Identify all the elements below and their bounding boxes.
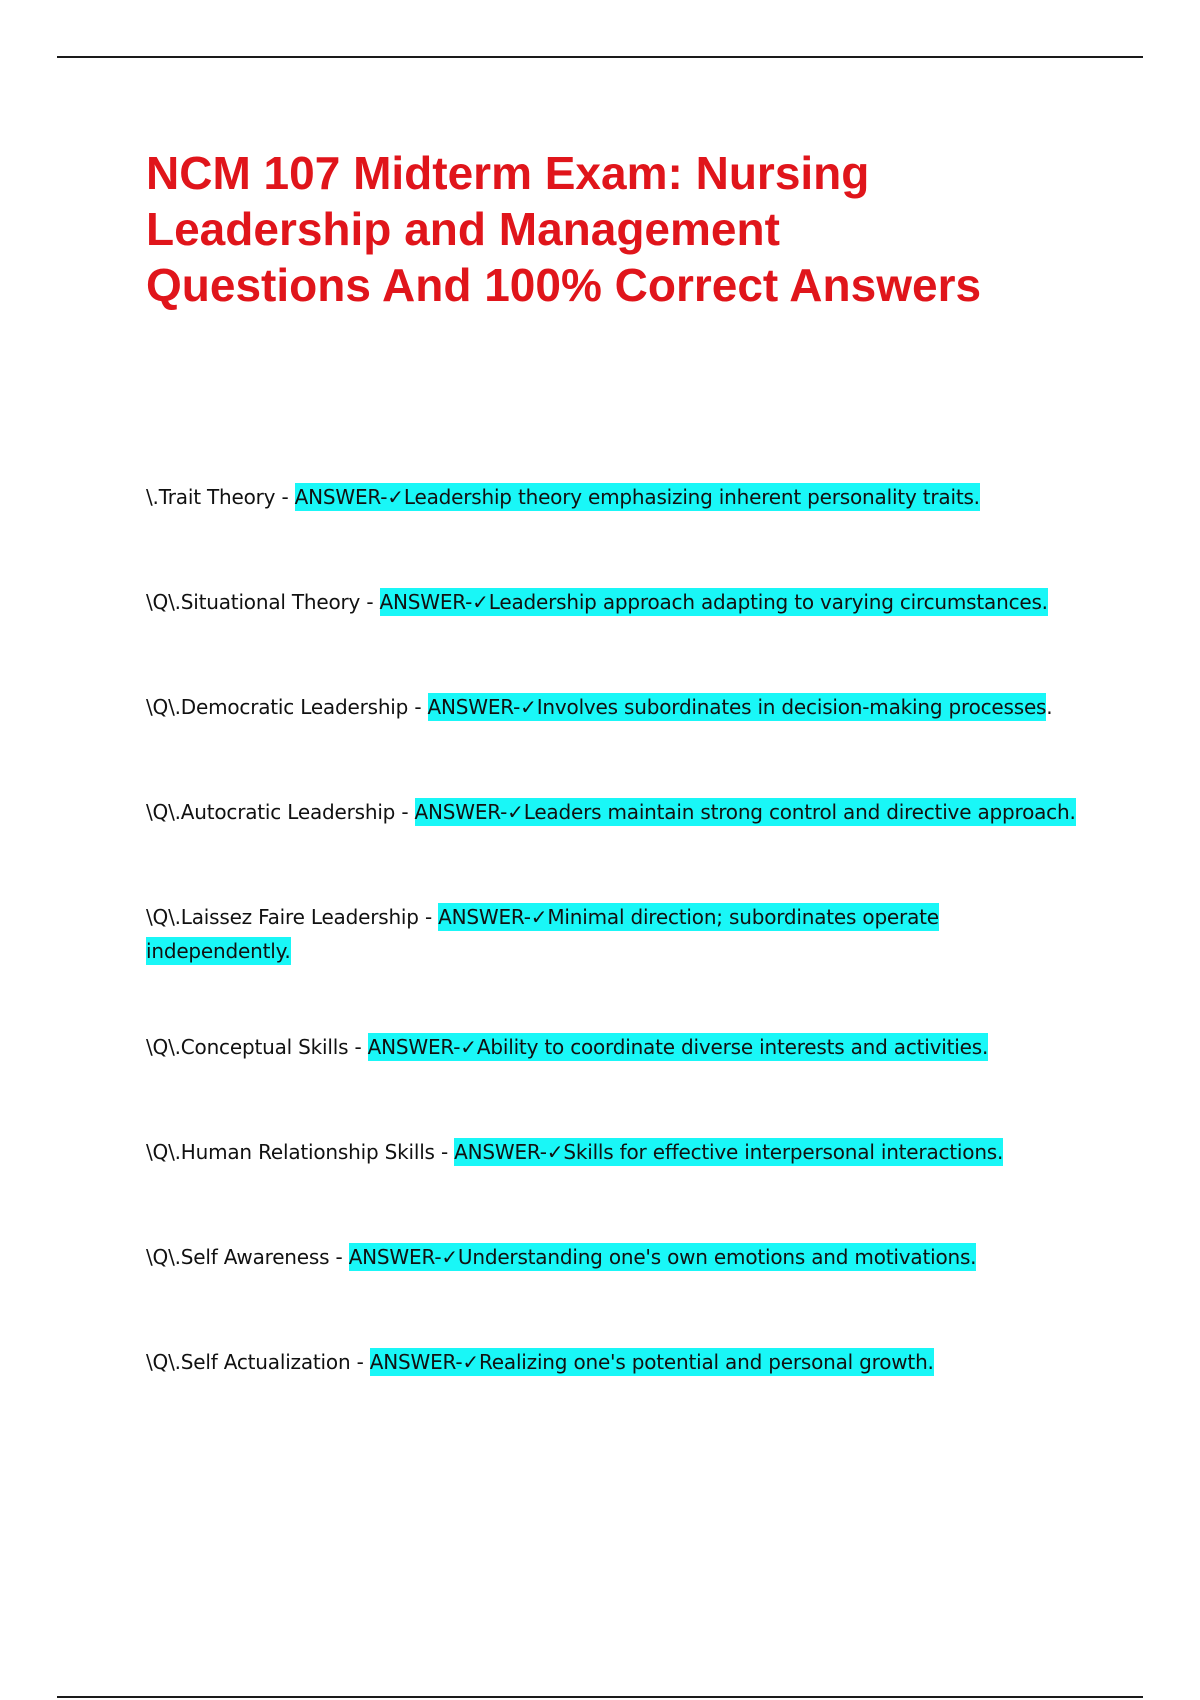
qa-item bbox=[146, 1345, 1106, 1379]
qa-question: \Q\.Laissez Faire Leadership - bbox=[146, 905, 439, 929]
qa-answer: ANSWER-✓Skills for effective interpersonal interactions. bbox=[454, 1140, 1004, 1164]
qa-question: \Q\.Situational Theory - bbox=[146, 590, 380, 614]
qa-item bbox=[146, 480, 1106, 514]
qa-question: \Q\.Conceptual Skills - bbox=[146, 1035, 368, 1059]
qa-answer: ANSWER-✓Understanding one's own emotions and motivations. bbox=[348, 1245, 977, 1269]
qa-answer: ANSWER-✓Realizing one's potential and personal growth. bbox=[369, 1350, 934, 1374]
qa-answer: ANSWER-✓Ability to coordinate diverse interests and activities. bbox=[367, 1035, 989, 1059]
qa-item bbox=[146, 585, 1106, 619]
top-rule bbox=[57, 56, 1143, 58]
qa-question: \Q\.Self Awareness - bbox=[146, 1245, 349, 1269]
document-title bbox=[146, 145, 1106, 313]
qa-answer: ANSWER-✓Involves subordinates in decision-making processes bbox=[427, 695, 1047, 719]
qa-answer: ANSWER-✓Leadership theory emphasizing inherent personality traits. bbox=[294, 485, 980, 509]
qa-answer: ANSWER-✓Leadership approach adapting to varying circumstances. bbox=[379, 590, 1048, 614]
qa-question: \.Trait Theory - bbox=[146, 485, 295, 509]
qa-list bbox=[146, 480, 1106, 1450]
qa-question: \Q\.Democratic Leadership - bbox=[146, 695, 428, 719]
title-line: NCM 107 Midterm Exam: Nursing bbox=[146, 147, 870, 199]
qa-item bbox=[146, 1030, 1106, 1064]
qa-question: \Q\.Autocratic Leadership - bbox=[146, 800, 415, 824]
qa-item bbox=[146, 795, 1106, 829]
qa-question: \Q\.Human Relationship Skills - bbox=[146, 1140, 455, 1164]
qa-item bbox=[146, 1135, 1106, 1169]
bottom-rule bbox=[57, 1696, 1143, 1698]
qa-answer: ANSWER-✓Leaders maintain strong control and directive approach. bbox=[414, 800, 1076, 824]
qa-answer: ANSWER-✓Minimal direction; subordinates operate independently. bbox=[146, 905, 939, 963]
qa-item bbox=[146, 900, 966, 968]
title-line: Questions And 100% Correct Answers bbox=[146, 259, 982, 311]
qa-item: \Q\.Democratic Leadership - ANSWER-✓Involves subordinates in decision-making processes. bbox=[146, 695, 1053, 719]
qa-question: \Q\.Self Actualization - bbox=[146, 1350, 370, 1374]
title-line: Leadership and Management bbox=[146, 203, 780, 255]
qa-item bbox=[146, 1240, 1106, 1274]
